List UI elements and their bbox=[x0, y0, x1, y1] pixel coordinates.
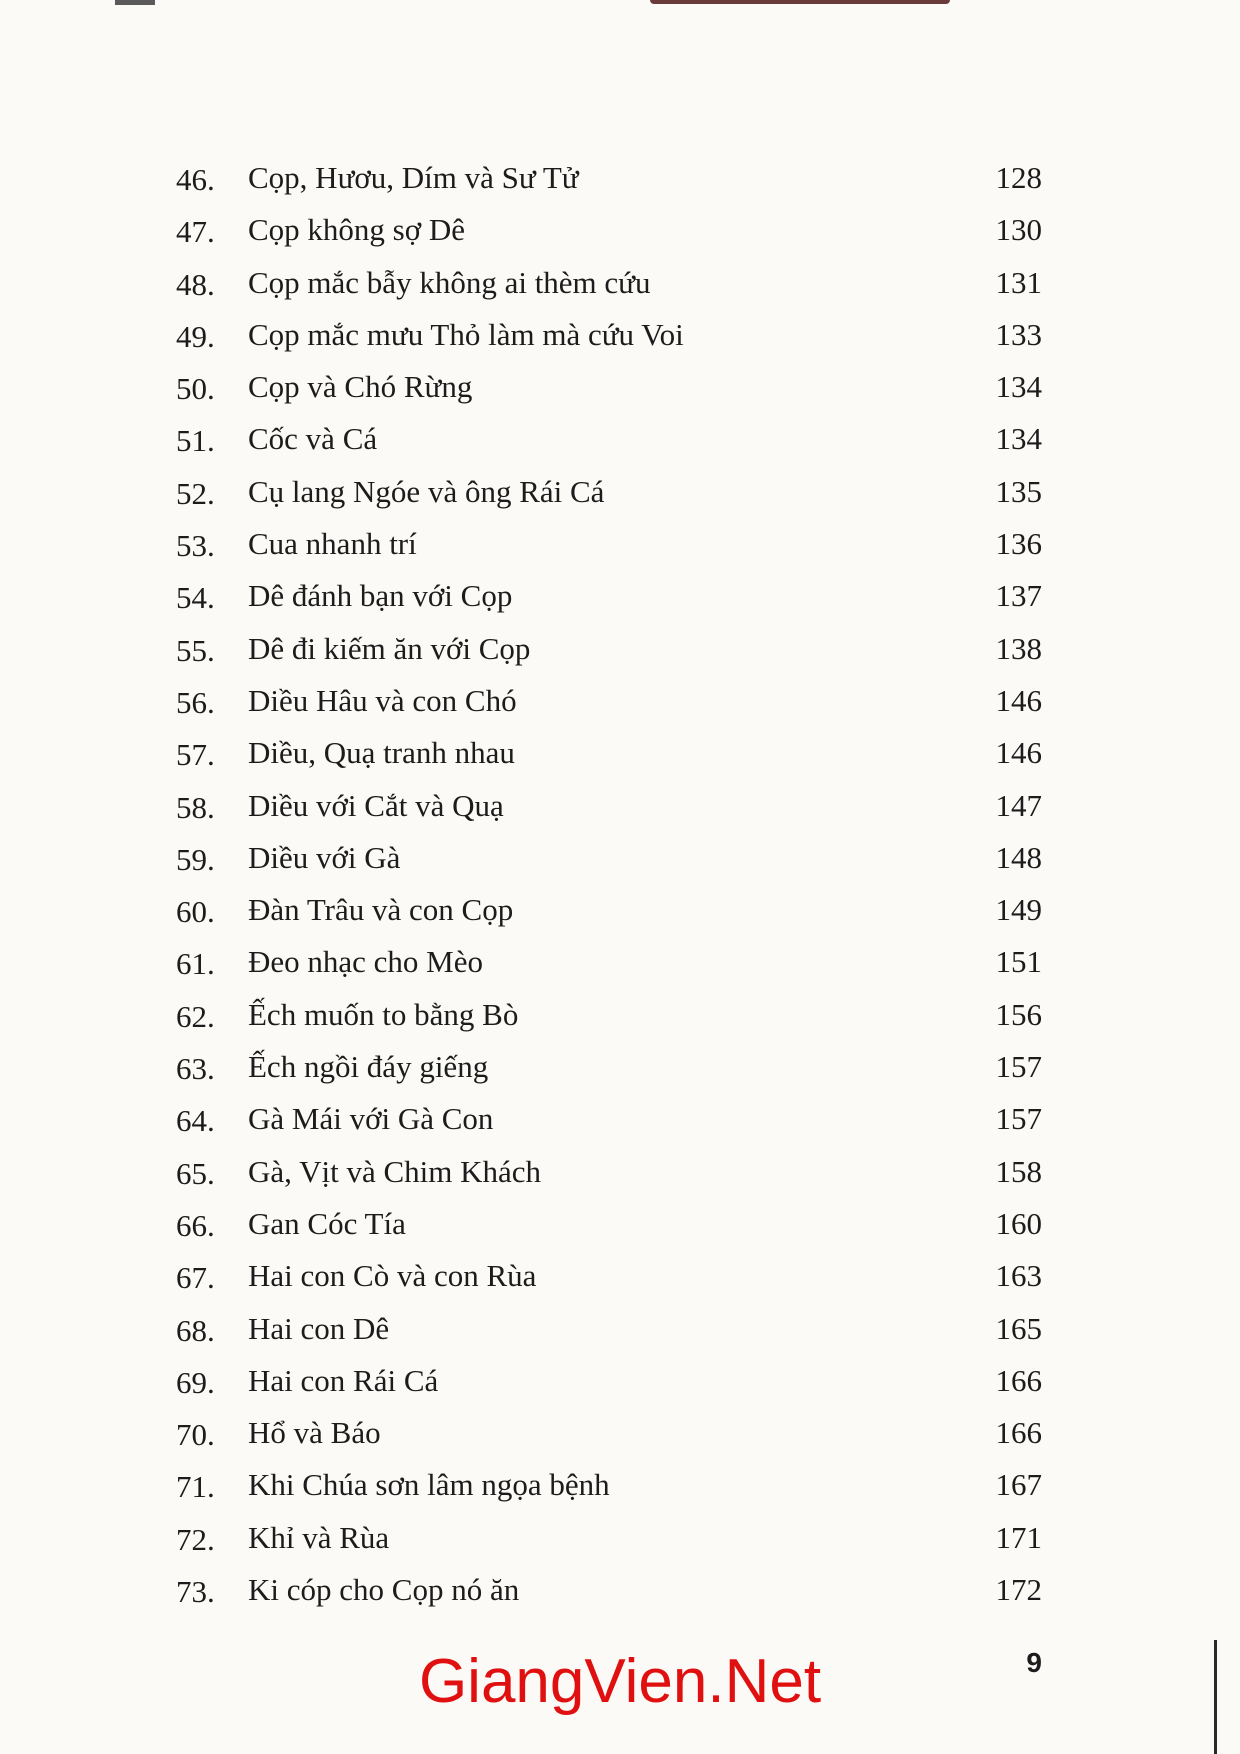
toc-entry-page: 134 bbox=[995, 421, 1042, 457]
toc-entry-title: Hai con Rái Cá bbox=[248, 1362, 439, 1398]
toc-entry-number: 48. bbox=[176, 266, 215, 302]
toc-entry bbox=[0, 1570, 1240, 1622]
toc-entry bbox=[0, 995, 1240, 1047]
toc-entry-title: Cốc và Cá bbox=[248, 421, 378, 457]
toc-entry-number: 51. bbox=[176, 423, 215, 459]
toc-entry-number: 69. bbox=[176, 1364, 215, 1400]
toc-entry-number: 61. bbox=[176, 946, 215, 982]
toc-entry-title: Hai con Cò và con Rùa bbox=[248, 1258, 537, 1294]
toc-entry-number: 49. bbox=[176, 318, 215, 354]
toc-entry bbox=[0, 681, 1240, 733]
toc-entry bbox=[0, 367, 1240, 419]
toc-entry-page: 151 bbox=[995, 944, 1042, 980]
toc-entry bbox=[0, 419, 1240, 471]
toc-entry-title: Ếch muốn to bằng Bò bbox=[248, 996, 519, 1032]
toc-entry-number: 63. bbox=[176, 1051, 215, 1087]
toc-entry-page: 165 bbox=[995, 1310, 1042, 1346]
toc-entry bbox=[0, 786, 1240, 838]
toc-entry-title: Dê đánh bạn với Cọp bbox=[248, 578, 513, 614]
page-number: 9 bbox=[1026, 1647, 1042, 1678]
toc-entry-title: Khi Chúa sơn lâm ngọa bệnh bbox=[248, 1467, 610, 1503]
toc-entry-page: 163 bbox=[995, 1258, 1042, 1294]
toc-entry-page: 160 bbox=[995, 1205, 1042, 1241]
toc-entry-number: 57. bbox=[176, 737, 215, 773]
toc-entry-number: 53. bbox=[176, 528, 215, 564]
toc-entry bbox=[0, 629, 1240, 681]
toc-entry-number: 66. bbox=[176, 1207, 215, 1243]
toc-entry-title: Diều, Quạ tranh nhau bbox=[248, 735, 515, 771]
toc-entry-page: 156 bbox=[995, 996, 1042, 1032]
toc-entry-page: 166 bbox=[995, 1415, 1042, 1451]
toc-entry bbox=[0, 942, 1240, 994]
toc-entry-title: Dê đi kiếm ăn với Cọp bbox=[248, 630, 531, 666]
toc-entry-page: 157 bbox=[995, 1049, 1042, 1085]
toc-entry-title: Cua nhanh trí bbox=[248, 526, 417, 562]
toc-entry-page: 146 bbox=[995, 682, 1042, 718]
toc-entry-page: 135 bbox=[995, 473, 1042, 509]
toc-entry-title: Đeo nhạc cho Mèo bbox=[248, 944, 483, 980]
toc-entry bbox=[0, 890, 1240, 942]
toc-entry-number: 62. bbox=[176, 998, 215, 1034]
toc-entry-title: Đàn Trâu và con Cọp bbox=[248, 892, 514, 928]
toc-entry-title: Diều với Gà bbox=[248, 839, 401, 875]
toc-entry-title: Gà Mái với Gà Con bbox=[248, 1101, 494, 1137]
toc-entry-page: 158 bbox=[995, 1153, 1042, 1189]
toc-entry-page: 166 bbox=[995, 1362, 1042, 1398]
toc-entry bbox=[0, 576, 1240, 628]
table-of-contents bbox=[0, 158, 1240, 1622]
scan-edge-mark-right bbox=[650, 0, 950, 4]
toc-entry-page: 128 bbox=[995, 160, 1042, 195]
toc-entry-number: 56. bbox=[176, 684, 215, 720]
toc-entry bbox=[0, 1099, 1240, 1151]
toc-entry-title: Hổ và Báo bbox=[248, 1415, 381, 1451]
toc-entry-page: 148 bbox=[995, 839, 1042, 875]
toc-entry-title: Hai con Dê bbox=[248, 1310, 390, 1346]
toc-entry-page: 157 bbox=[995, 1101, 1042, 1137]
toc-entry bbox=[0, 210, 1240, 262]
toc-entry-title: Cụ lang Ngóe và ông Rái Cá bbox=[248, 473, 605, 509]
toc-entry-title: Ki cóp cho Cọp nó ăn bbox=[248, 1572, 520, 1608]
toc-entry-number: 58. bbox=[176, 789, 215, 825]
toc-entry bbox=[0, 733, 1240, 785]
toc-entry-title: Gà, Vịt và Chim Khách bbox=[248, 1153, 542, 1189]
toc-entry-page: 172 bbox=[995, 1572, 1042, 1608]
toc-entry-number: 46. bbox=[176, 162, 215, 197]
toc-entry-title: Cọp không sợ Dê bbox=[248, 212, 466, 248]
scan-edge-mark-left bbox=[115, 0, 155, 5]
toc-entry-page: 134 bbox=[995, 369, 1042, 405]
toc-entry-number: 52. bbox=[176, 475, 215, 511]
toc-entry-number: 54. bbox=[176, 580, 215, 616]
toc-entry bbox=[0, 1413, 1240, 1465]
toc-entry-title: Khỉ và Rùa bbox=[248, 1519, 390, 1555]
toc-entry bbox=[0, 1361, 1240, 1413]
toc-entry-number: 64. bbox=[176, 1103, 215, 1139]
toc-entry-title: Cọp mắc mưu Thỏ làm mà cứu Voi bbox=[248, 316, 684, 352]
toc-entry-page: 171 bbox=[995, 1519, 1042, 1555]
toc-entry bbox=[0, 1518, 1240, 1570]
toc-entry-page: 138 bbox=[995, 630, 1042, 666]
toc-entry bbox=[0, 838, 1240, 890]
toc-entry bbox=[0, 263, 1240, 315]
toc-entry-title: Gan Cóc Tía bbox=[248, 1205, 406, 1241]
toc-entry-title: Diều với Cắt và Quạ bbox=[248, 787, 504, 823]
toc-entry-page: 146 bbox=[995, 735, 1042, 771]
toc-entry bbox=[0, 158, 1240, 210]
toc-entry-number: 70. bbox=[176, 1417, 215, 1453]
toc-entry bbox=[0, 1256, 1240, 1308]
toc-entry-number: 72. bbox=[176, 1521, 215, 1557]
toc-entry bbox=[0, 1047, 1240, 1099]
toc-entry-number: 47. bbox=[176, 214, 215, 250]
toc-entry-title: Diều Hâu và con Chó bbox=[248, 682, 517, 718]
toc-entry bbox=[0, 315, 1240, 367]
toc-entry-page: 130 bbox=[995, 212, 1042, 248]
toc-entry-number: 55. bbox=[176, 632, 215, 668]
toc-entry bbox=[0, 1309, 1240, 1361]
toc-entry bbox=[0, 1152, 1240, 1204]
toc-entry-page: 137 bbox=[995, 578, 1042, 614]
toc-entry-page: 133 bbox=[995, 316, 1042, 352]
toc-entry-number: 50. bbox=[176, 371, 215, 407]
toc-entry-number: 65. bbox=[176, 1155, 215, 1191]
toc-entry-number: 67. bbox=[176, 1260, 215, 1296]
toc-entry-title: Cọp mắc bẫy không ai thèm cứu bbox=[248, 264, 651, 300]
toc-entry bbox=[0, 524, 1240, 576]
toc-entry-page: 131 bbox=[995, 264, 1042, 300]
toc-entry-title: Cọp, Hươu, Dím và Sư Tử bbox=[248, 160, 579, 195]
toc-entry-number: 60. bbox=[176, 894, 215, 930]
toc-entry-page: 147 bbox=[995, 787, 1042, 823]
toc-entry-page: 167 bbox=[995, 1467, 1042, 1503]
toc-entry-title: Cọp và Chó Rừng bbox=[248, 369, 473, 405]
toc-entry-number: 71. bbox=[176, 1469, 215, 1505]
toc-entry bbox=[0, 472, 1240, 524]
toc-entry bbox=[0, 1204, 1240, 1256]
toc-entry-page: 136 bbox=[995, 526, 1042, 562]
toc-entry-page: 149 bbox=[995, 892, 1042, 928]
toc-entry-title: Ếch ngồi đáy giếng bbox=[248, 1049, 489, 1085]
toc-entry-number: 68. bbox=[176, 1312, 215, 1348]
toc-entry-number: 73. bbox=[176, 1574, 215, 1610]
toc-entry-number: 59. bbox=[176, 841, 215, 877]
watermark-text: GiangVien.Net bbox=[418, 1647, 822, 1716]
toc-entry bbox=[0, 1465, 1240, 1517]
